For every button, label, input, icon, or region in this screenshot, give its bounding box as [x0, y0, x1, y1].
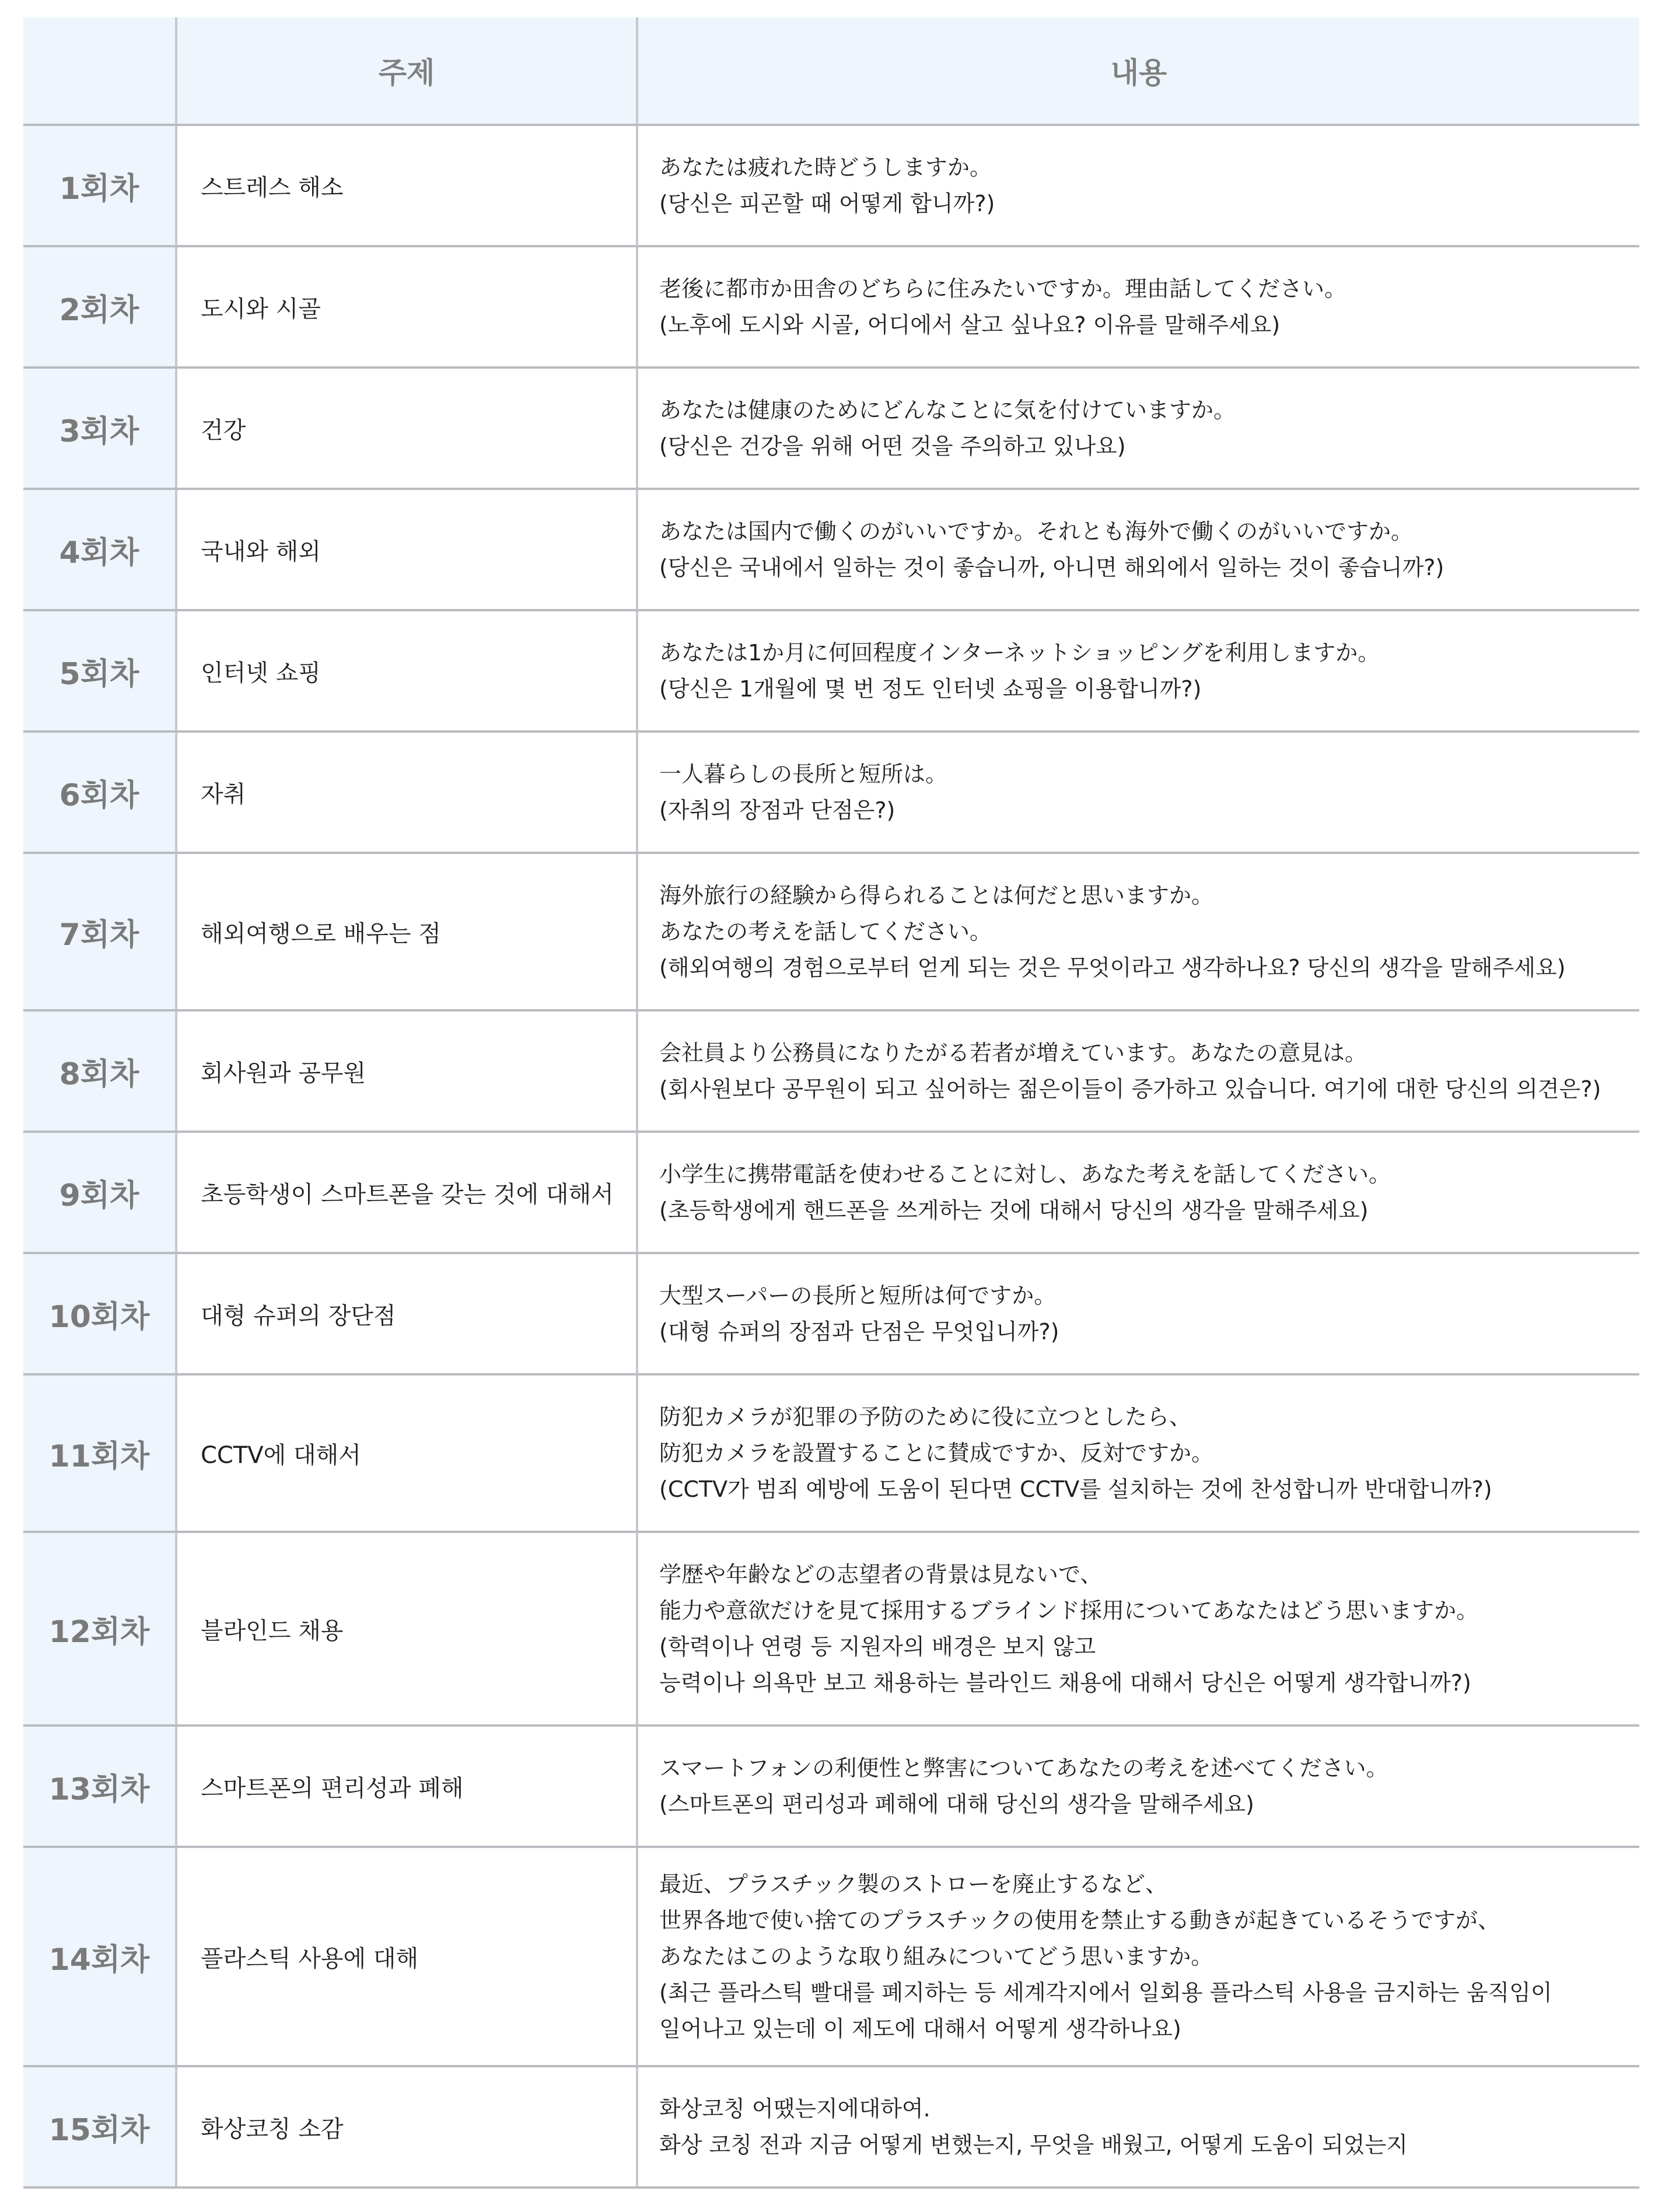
content-line: 防犯カメラを設置することに賛成ですか、反対ですか。	[659, 1440, 1214, 1466]
session-label: 14회차	[23, 1847, 176, 2066]
table-row	[23, 1010, 1639, 1132]
content-cell	[637, 1132, 1639, 1253]
header-session	[23, 18, 176, 125]
topic-cell: 화상코칭 소감	[176, 2066, 637, 2188]
topic-cell: 회사원과 공무원	[176, 1010, 637, 1132]
content-line: あなたは1か月に何回程度インターネットショッピングを利用しますか。	[659, 640, 1380, 666]
session-label: 8회차	[23, 1010, 176, 1132]
content-cell	[637, 2066, 1639, 2188]
topic-cell: 건강	[176, 368, 637, 489]
content-line: スマートフォンの利便性と弊害についてあなたの考えを述べてください。	[659, 1755, 1388, 1781]
content-cell	[637, 610, 1639, 732]
content-line: (당신은 1개월에 몇 번 정도 인터넷 쇼핑을 이용합니까?)	[659, 676, 1202, 702]
session-label: 4회차	[23, 489, 176, 610]
content-line: あなたの考えを話してください。	[659, 919, 992, 944]
content-line: 防犯カメラが犯罪の予防のために役に立つとしたら、	[659, 1404, 1192, 1430]
session-label: 9회차	[23, 1132, 176, 1253]
content-cell	[637, 1847, 1639, 2066]
topic-cell: 국내와 해외	[176, 489, 637, 610]
content-line: 小学生に携帯電話を使わせることに対し、あなた考えを話してください。	[659, 1161, 1391, 1187]
topic-cell: 초등학생이 스마트폰을 갖는 것에 대해서	[176, 1132, 637, 1253]
session-label: 2회차	[23, 246, 176, 368]
topic-cell: 인터넷 쇼핑	[176, 610, 637, 732]
table-row	[23, 732, 1639, 853]
content-cell	[637, 853, 1639, 1010]
content-line: (학력이나 연령 등 지원자의 배경은 보지 않고	[659, 1634, 1096, 1660]
table-row	[23, 853, 1639, 1010]
session-label: 11회차	[23, 1374, 176, 1532]
topic-cell: 블라인드 채용	[176, 1532, 637, 1726]
table-row	[23, 1374, 1639, 1532]
content-line: あなたはこのような取り組みについてどう思いますか。	[659, 1944, 1213, 1969]
table-header-row	[23, 18, 1639, 125]
content-cell	[637, 125, 1639, 246]
content-line: (최근 플라스틱 빨대를 폐지하는 등 세계각지에서 일회용 플라스틱 사용을 금지하는 움직임이	[659, 1980, 1552, 2006]
content-line: 일어나고 있는데 이 제도에 대해서 어떻게 생각하나요)	[659, 2016, 1181, 2042]
curriculum-table	[23, 18, 1639, 2189]
content-line: (대형 슈퍼의 장점과 단점은 무엇입니까?)	[659, 1319, 1059, 1345]
content-line: (노후에 도시와 시골, 어디에서 살고 싶나요? 이유를 말해주세요)	[659, 312, 1281, 338]
content-line: (스마트폰의 편리성과 폐해에 대해 당신의 생각을 말해주세요)	[659, 1791, 1254, 1817]
content-line: 学歴や年齢などの志望者の背景は見ないで、	[659, 1562, 1103, 1587]
content-line: (초등학생에게 핸드폰을 쓰게하는 것에 대해서 당신의 생각을 말해주세요)	[659, 1198, 1369, 1223]
table-row	[23, 489, 1639, 610]
content-line: 화상코칭 어땠는지에대하여.	[659, 2096, 931, 2122]
content-line: (당신은 건강을 위해 어떤 것을 주의하고 있나요)	[659, 433, 1126, 459]
content-line: 世界各地で使い捨てのプラスチックの使用を禁止する動きが起きているそうですが、	[659, 1908, 1500, 1933]
content-cell	[637, 1010, 1639, 1132]
content-cell	[637, 732, 1639, 853]
table-body	[23, 125, 1639, 2188]
content-line: 大型スーパーの長所と短所は何ですか。	[659, 1283, 1057, 1308]
content-line: 화상 코칭 전과 지금 어떻게 변했는지, 무엇을 배웠고, 어떻게 도움이 되었는지	[659, 2132, 1408, 2158]
table-row	[23, 1847, 1639, 2066]
content-line: 능력이나 의욕만 보고 채용하는 블라인드 채용에 대해서 당신은 어떻게 생각합니까?)	[659, 1670, 1471, 1696]
topic-cell: 스마트폰의 편리성과 폐해	[176, 1726, 637, 1847]
header-content: 내용	[637, 18, 1639, 125]
topic-cell: 대형 슈퍼의 장단점	[176, 1253, 637, 1374]
content-line: 能力や意欲だけを見て採用するブラインド採用についてあなたはどう思いますか。	[659, 1598, 1479, 1623]
content-line: あなたは国内で働くのがいいですか。それとも海外で働くのがいいですか。	[659, 519, 1414, 544]
content-cell	[637, 368, 1639, 489]
session-label: 6회차	[23, 732, 176, 853]
topic-cell: 플라스틱 사용에 대해	[176, 1847, 637, 2066]
session-label: 12회차	[23, 1532, 176, 1726]
session-label: 7회차	[23, 853, 176, 1010]
session-label: 13회차	[23, 1726, 176, 1847]
table-row	[23, 1726, 1639, 1847]
content-cell	[637, 1726, 1639, 1847]
content-line: 一人暮らしの長所と短所は。	[659, 761, 948, 787]
session-label: 10회차	[23, 1253, 176, 1374]
session-label: 5회차	[23, 610, 176, 732]
content-cell	[637, 1374, 1639, 1532]
topic-cell: 해외여행으로 배우는 점	[176, 853, 637, 1010]
table-row	[23, 1532, 1639, 1726]
topic-cell: CCTV에 대해서	[176, 1374, 637, 1532]
table-row	[23, 610, 1639, 732]
content-line: あなたは疲れた時どうしますか。	[659, 155, 992, 180]
content-cell	[637, 1532, 1639, 1726]
content-line: あなたは健康のためにどんなことに気を付けていますか。	[659, 397, 1236, 423]
curriculum-table-container	[23, 18, 1639, 2189]
session-label: 3회차	[23, 368, 176, 489]
table-row	[23, 368, 1639, 489]
content-line: 会社員より公務員になりたがる若者が増えています。あなたの意見は。	[659, 1040, 1367, 1066]
content-line: 海外旅行の経験から得られることは何だと思いますか。	[659, 883, 1214, 908]
content-cell	[637, 489, 1639, 610]
content-line: (자취의 장점과 단점은?)	[659, 797, 896, 823]
table-row	[23, 1132, 1639, 1253]
content-line: (당신은 국내에서 일하는 것이 좋습니까, 아니면 해외에서 일하는 것이 좋습니까?)	[659, 555, 1444, 580]
content-line: (CCTV가 범죄 예방에 도움이 된다면 CCTV를 설치하는 것에 찬성합니까 반대합니까?)	[659, 1476, 1492, 1502]
table-row	[23, 2066, 1639, 2188]
content-line: 老後に都市か田舎のどちらに住みたいですか。理由話してください。	[659, 276, 1347, 302]
table-row	[23, 125, 1639, 246]
content-cell	[637, 1253, 1639, 1374]
topic-cell: 자취	[176, 732, 637, 853]
session-label: 15회차	[23, 2066, 176, 2188]
content-line: (회사원보다 공무원이 되고 싶어하는 젊은이들이 증가하고 있습니다. 여기에 대한 당신의 의견은?)	[659, 1076, 1601, 1102]
content-line: (해외여행의 경험으로부터 얻게 되는 것은 무엇이라고 생각하나요? 당신의 생각을 말해주세요)	[659, 955, 1566, 981]
table-row	[23, 246, 1639, 368]
topic-cell: 스트레스 해소	[176, 125, 637, 246]
session-label: 1회차	[23, 125, 176, 246]
table-row	[23, 1253, 1639, 1374]
topic-cell: 도시와 시골	[176, 246, 637, 368]
content-cell	[637, 246, 1639, 368]
content-line: (당신은 피곤할 때 어떻게 합니까?)	[659, 191, 995, 216]
header-topic: 주제	[176, 18, 637, 125]
content-line: 最近、プラスチック製のストローを廃止するなど、	[659, 1871, 1167, 1897]
